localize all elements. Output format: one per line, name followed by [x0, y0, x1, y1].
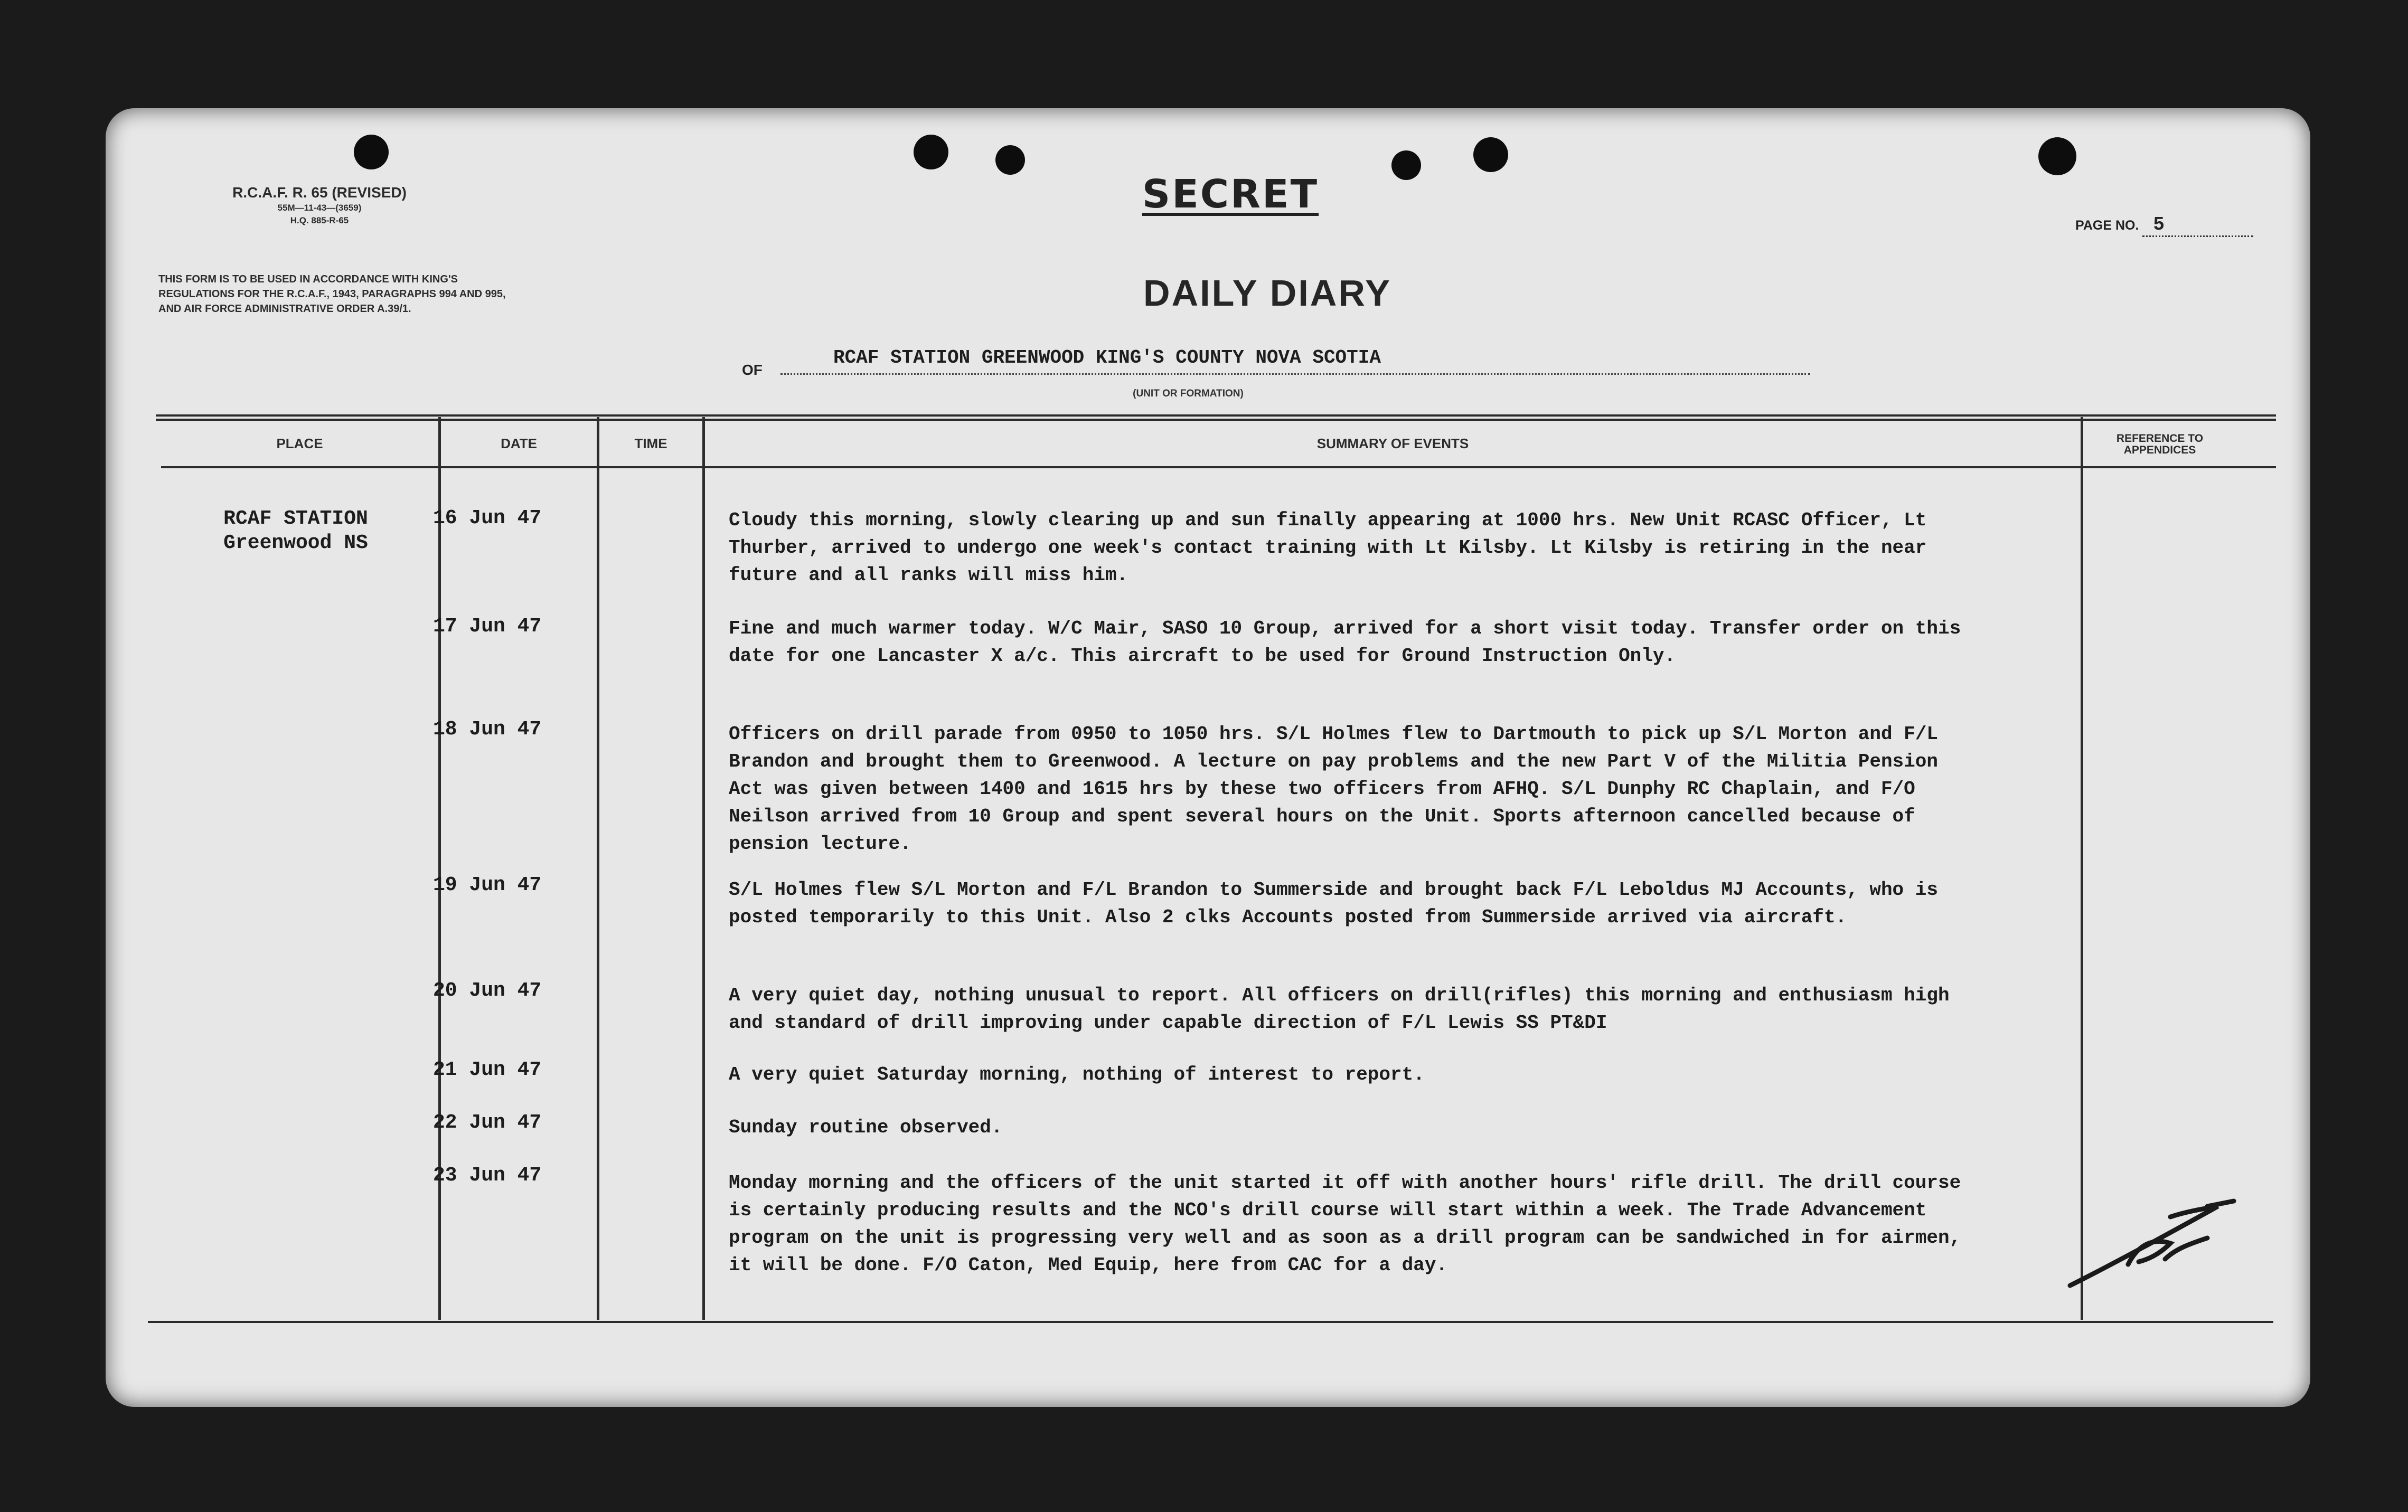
unit-of-label: OF — [742, 362, 763, 378]
place-line-2: Greenwood NS — [223, 532, 368, 554]
header-rule — [161, 466, 2276, 468]
place-cell — [190, 507, 401, 555]
entry-date: 19 Jun 47 — [433, 874, 542, 896]
column-header-place: PLACE — [276, 436, 323, 451]
entry-summary: Cloudy this morning, slowly clearing up and sun finally appearing at 1000 hrs. New Unit RCASC Officer, Lt Thurber, arrived to undergo one week's contact training with Lt Kilsby. Lt Kilsby is retiring in the near future and all ranks will miss him. — [729, 509, 1927, 586]
page-number-label: PAGE NO. — [2075, 218, 2139, 233]
page-title: DAILY DIARY — [1143, 272, 1391, 314]
entry-date: 23 Jun 47 — [433, 1164, 542, 1187]
entry-date: 20 Jun 47 — [433, 979, 542, 1002]
column-divider — [2081, 417, 2083, 1320]
column-header-time: TIME — [634, 436, 667, 451]
entry-summary: Officers on drill parade from 0950 to 1050 hrs. S/L Holmes flew to Dartmouth to pick up S/L Morton and F/L Brandon and brought them to Greenwood. A lecture on pay problems and the new Part V of the Militia Pension Act was given between 1400 and 1615 hrs by these two officers from AFHQ. S/L Dunphy RC Chaplain, and F/O Neilson arrived from 10 Group and spent several hours on the Unit. Sports afternoon cancelled because of pension lecture. — [729, 723, 1938, 855]
punch-hole — [354, 135, 389, 169]
entry-summary: Monday morning and the officers of the unit started it off with another hours' rifle drill. The drill course is certainly producing results and the NCO's drill course will start within a week. The Trade Advancement program on the unit is progressing very well and as soon as a drill program can be sandwiched in for airmen, it will be done. F/O Caton, Med Equip, here from CAC for a day. — [729, 1172, 1961, 1276]
entry-summary: S/L Holmes flew S/L Morton and F/L Brandon to Summerside and brought back F/L Leboldus MJ Accounts, who is posted temporarily to this Unit. Also 2 clks Accounts posted from Summerside arrived via aircraft. — [729, 879, 1938, 928]
entry-summary: Sunday routine observed. — [729, 1117, 1003, 1138]
entry-date: 17 Jun 47 — [433, 615, 542, 638]
entry-date: 16 Jun 47 — [433, 507, 542, 530]
column-header-summary: SUMMARY OF EVENTS — [1316, 436, 1469, 451]
table-top-rule — [156, 414, 2276, 421]
entry-summary: A very quiet day, nothing unusual to report. All officers on drill(rifles) this morning and enthusiasm high and standard of drill improving under capable direction of F/L Lewis SS PT&DI — [729, 985, 1950, 1034]
diary-sheet — [106, 108, 2310, 1407]
regulations-note: THIS FORM IS TO BE USED IN ACCORDANCE WITH KING'S REGULATIONS FOR THE R.C.A.F., 1943, PARAGRAPHS 994 AND 995, AND AIR FORCE ADMINISTRATIVE ORDER A.39/1. — [158, 273, 506, 315]
unit-caption: (UNIT OR FORMATION) — [1133, 388, 1244, 399]
form-number: R.C.A.F. R. 65 (REVISED) — [232, 184, 407, 201]
column-header-date: DATE — [501, 436, 537, 451]
unit-name: RCAF STATION GREENWOOD KING'S COUNTY NOVA SCOTIA — [780, 347, 1810, 375]
classification-heading: SECRET — [1142, 172, 1319, 217]
punch-hole — [995, 145, 1025, 175]
place-line-1: RCAF STATION — [223, 507, 368, 530]
form-identifier — [174, 184, 465, 227]
entry-date: 18 Jun 47 — [433, 718, 542, 741]
handwritten-initials — [2049, 1185, 2239, 1291]
entry-summary: Fine and much warmer today. W/C Mair, SASO 10 Group, arrived for a short visit today. Transfer order on this date for one Lancaster X a/c. This aircraft to be used for Ground Instruction Only. — [729, 618, 1961, 667]
entry-date: 22 Jun 47 — [433, 1111, 542, 1134]
punch-hole — [914, 135, 948, 169]
table-bottom-rule — [148, 1321, 2273, 1323]
form-print-code: 55M—11-43—(3659) — [277, 203, 362, 213]
punch-hole — [2038, 137, 2076, 175]
column-divider — [597, 417, 599, 1320]
page-number-value: 5 — [2142, 214, 2253, 237]
column-header-reference: REFERENCE TO APPENDICES — [2116, 432, 2204, 456]
page-number — [2075, 214, 2253, 237]
punch-hole — [1473, 137, 1508, 172]
entry-date: 21 Jun 47 — [433, 1059, 542, 1081]
punch-hole — [1391, 150, 1421, 180]
form-hq-code: H.Q. 885-R-65 — [290, 215, 349, 225]
column-divider — [702, 417, 705, 1320]
entry-summary: A very quiet Saturday morning, nothing of interest to report. — [729, 1064, 1425, 1085]
